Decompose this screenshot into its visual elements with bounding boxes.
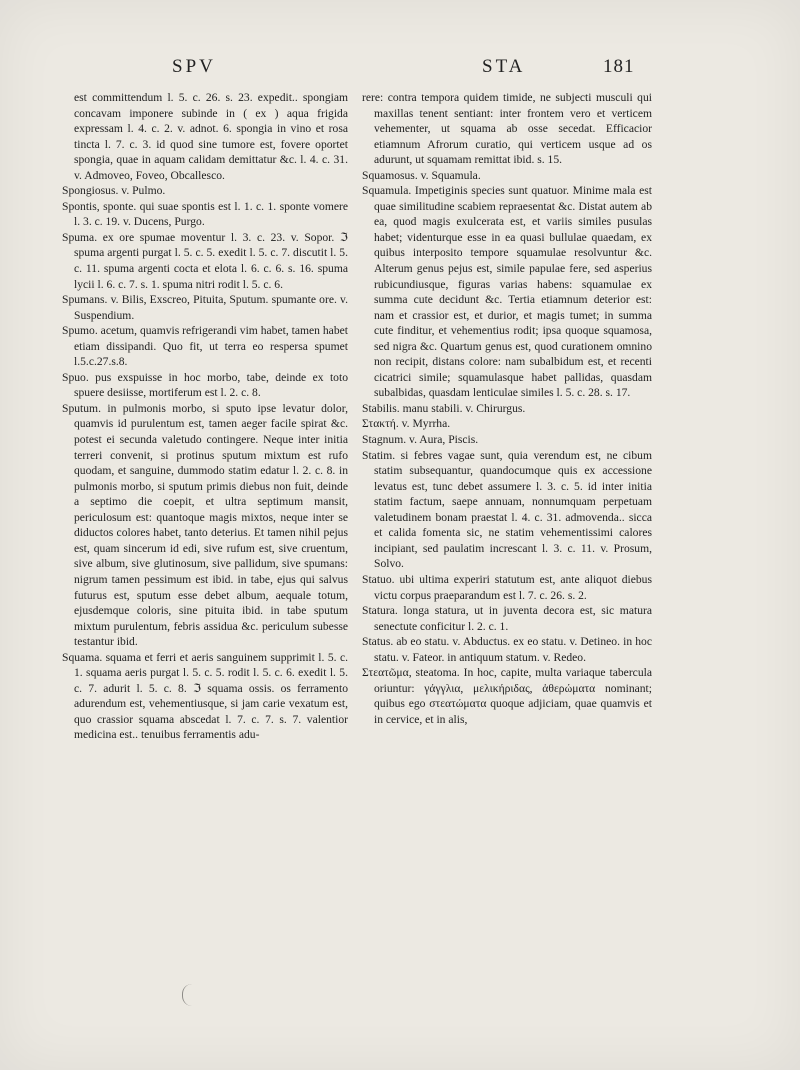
running-head-center: STA xyxy=(482,56,526,77)
dictionary-entry: Stabilis. manu stabili. v. Chirurgus. xyxy=(362,401,526,415)
dictionary-entry: Spuma. ex ore spumae moventur l. 3. c. 23. v. Sopor. ℑ spuma argenti purgat l. 5. c. 5. exedit l. 5. c. 7. discutit l. 5. c. 11. spuma argenti cocta et elota l. 6. c. 6. s. 16. spuma lycii l. 6. c. 7. s. 1. spuma nitri rodit l. 5. c. 6. xyxy=(62,230,348,291)
running-head-left: SPV xyxy=(172,56,216,77)
dictionary-entry: Sputum. in pulmonis morbo, si sputo ipse levatur dolor, quamvis id purulentum est, tamen aeger facile spirat &c. potest ei secunda valetudo contingere. Neque inter initia terreri convenit, si protinus sputum mixtum est rufo quodam, et sanguine, dummodo statim edatur l. 2. c. 8. in pulmonis morbo, si sputum primis diebus non fuit, deinde a septimo die coepit, et ultra septimum mansit, periculosum est: quantoque magis mixtos, neque inter se diductos colores habet, tanto deterius. Et tamen nihil pejus est, quam sincerum id edi, sive rufum est, sive cruentum, sive album, sive glutinosum, sive pallidum, sive spumans: nigrum tamen pessimum est ibid. in tabe, ejus qui salvus futurus est, sputum esse debet album, aequale totum, ejusdemque coloris, sine pituita ibid. in tabe sputum mixtum purulentum, febris assidua &c. periculum subesse testantur ibid. xyxy=(62,401,348,649)
dictionary-entry: Spuo. pus exspuisse in hoc morbo, tabe, deinde ex toto spuere desiisse, mortiferum est l. 2. c. 8. xyxy=(62,370,348,400)
dictionary-entry: Spumo. acetum, quamvis refrigerandi vim habet, tamen habet etiam dissipandi. Quo fit, ut terra eo respersa spumet l.5.c.27.s.8. xyxy=(62,324,348,369)
dictionary-entry: Spontis, sponte. qui suae spontis est l. 1. c. 1. sponte vomere l. 3. c. 19. v. Ducens, Purgo. xyxy=(62,199,348,229)
dictionary-entry: Squamula. Impetiginis species sunt quatuor. Minime mala est quae similitudine scabiem repraesentat &c. Distat autem ab ea, quod magis exulcerata est, et variis similes pusulas habet; videnturque esse in ea quasi bullulae quaedam, ex quibus interposito tempore squamulae resolvuntur &c. Alterum genus pejus est, simile papulae fere, sed asperius rubicundiusque, figuras varias habens: squamulae ex summa cute decidunt &c. Tertia etiamnum deterior est: nam et crassior est, et durior, et magis tumet; in summa cute finditur, et vehementius rodit; ipsa quoque squamosa, sed nigra &c. Quartum genus est, quod curationem omnino non recipit, distans colore: nam subalbidum est, et recenti cicatrici simile; squamulasque habet pallidas, quasdam subalbidas, quasdam lenticulae similes l. 5. c. 28. s. 17. xyxy=(362,184,652,400)
dictionary-entry: Στεατῶμα, steatoma. In hoc, capite, multa variaque tabercula oriuntur: γάγγλια, μελικήριδας, ἀθερώματα nominant; quibus ego στεατώματα quoque adjiciam, quae quamvis et in cervice, et in alis, xyxy=(362,666,652,726)
dictionary-entry: Statim. si febres vagae sunt, quia verendum est, ne cibum statim subsequantur, quandocumque quis ex accessione levatus est, tunc debet assumere l. 3. c. 5. id inter initia statim factum, saepe annuam, nonnumquam perpetuam valetudinem bonam praestat l. 4. c. 31. admovenda.. sicca et calida fomenta sic, ne statim vehementissimi calores incipiant, sed paulatim increscant l. 3. c. 11. v. Prosum, Solvo. xyxy=(362,448,652,571)
dictionary-entry: est committendum l. 5. c. 26. s. 23. expedit.. spongiam concavam imponere subinde in ( ex ) aqua frigida expressam l. 4. c. 2. v. adnot. 6. spongia in vino et rosa tincta l. 7. c. 3. id quod sine tumore est, fovere oportet spongia, quae in aquam calidam demittatur &c. l. 4. c. 31. v. Admoveo, Foveo, Obcallesco. xyxy=(74,91,348,182)
page-number: 181 xyxy=(603,56,635,77)
dictionary-entry: Squama. squama et ferri et aeris sanguinem supprimit l. 5. c. 1. squama aeris purgat l. 5. c. 5. rodit l. 5. c. 6. exedit l. 5. c. 7. adurit l. 5. c. 8. ℑ squama ossis. os ferramento adurendum est, vehementiusque, si jam carie vexatum est, quo crassior squama abscedat l. 7. c. 7. s. 7. valentior medicina est.. tenuibus ferramentis adu- xyxy=(62,650,348,742)
margin-mark xyxy=(182,984,193,1006)
dictionary-entry: Statura. longa statura, ut in juventa decora est, sic matura senectute conficitur l. 2. c. 1. xyxy=(362,604,652,633)
right-column xyxy=(362,90,652,727)
dictionary-entry: Στακτή. v. Myrrha. xyxy=(362,417,451,431)
dictionary-entry: Squamosus. v. Squamula. xyxy=(362,168,481,182)
dictionary-entry: Spongiosus. v. Pulmo. xyxy=(62,184,166,198)
dictionary-entry: rere: contra tempora quidem timide, ne subjecti musculi qui maxillas tenent sentiant: inter frontem vero et verticem vehementer, ut squama ab osse secedat. Efficacior etiamnum Afrorum curatio, qui verticem usque ad os adurunt, ut squamam remittat ibid. s. 15. xyxy=(362,91,652,167)
left-column xyxy=(62,90,348,743)
dictionary-entry: Stagnum. v. Aura, Piscis. xyxy=(362,433,479,447)
dictionary-entry: Statuo. ubi ultima experiri statutum est, ante aliquot diebus victu corpus praeparandum est l. 7. c. 26. s. 2. xyxy=(362,572,652,602)
dictionary-entry: Status. ab eo statu. v. Abductus. ex eo statu. v. Detineo. in hoc statu. v. Fateor. in antiquum statum. v. Redeo. xyxy=(362,635,652,664)
running-head xyxy=(0,56,800,86)
dictionary-entry: Spumans. v. Bilis, Exscreo, Pituita, Sputum. spumante ore. v. Suspendium. xyxy=(62,293,348,322)
